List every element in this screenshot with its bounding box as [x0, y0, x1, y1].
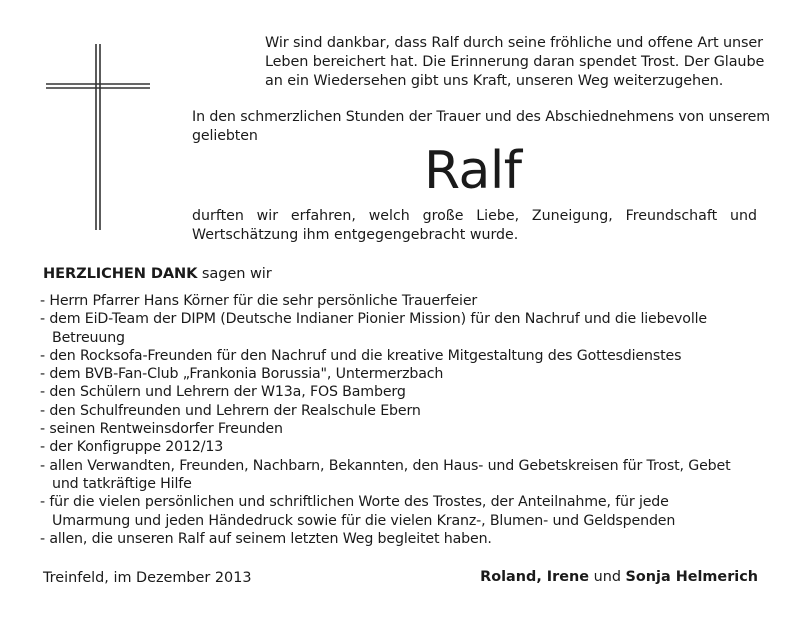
after-text — [192, 207, 757, 245]
list-item — [40, 493, 785, 530]
after-line: durften wir erfahren, welch große Liebe, Zuneigung, Freundschaft und — [192, 208, 757, 224]
list-item-text: - Herrn Pfarrer Hans Körner für die sehr persönliche Trauerfeier — [40, 293, 478, 309]
signature-names-2: Sonja Helmerich — [625, 569, 758, 585]
intro-line: In den schmerzlichen Stunden der Trauer und des Abschiednehmens von unserem — [192, 109, 770, 125]
list-item-text: - für die vielen persönlichen und schriftlichen Worte des Trostes, der Anteilnahme, für jede — [40, 494, 669, 511]
quote-line: an ein Wiedersehen gibt uns Kraft, unseren Weg weiterzugehen. — [265, 73, 724, 89]
list-item-text: - den Rocksofa-Freunden für den Nachruf und die kreative Mitgestaltung des Gottesdienstes — [40, 347, 682, 364]
list-item-text: - seinen Rentweinsdorfer Freunden — [40, 421, 283, 438]
list-item-text: - der Konfigruppe 2012/13 — [40, 439, 224, 456]
list-item — [40, 420, 785, 438]
list-item-continuation: Betreuung — [52, 329, 125, 346]
after-line: Wertschätzung ihm entgegengebracht wurde. — [192, 227, 519, 243]
place-date: Treinfeld, im Dezember 2013 — [43, 570, 252, 586]
list-item-text: - den Schulfreunden und Lehrern der Realschule Ebern — [40, 402, 421, 419]
opening-quote — [265, 34, 775, 91]
list-item-continuation: Umarmung und jeden Händedruck sowie für die vielen Kranz-, Blumen- und Geldspenden — [52, 512, 676, 529]
thanks-heading-rest: sagen wir — [197, 265, 272, 282]
list-item-text: - dem EiD-Team der DIPM (Deutsche Indianer Pionier Mission) für den Nachruf und die liebevolle — [40, 311, 707, 328]
list-item — [40, 292, 785, 310]
list-item — [40, 457, 785, 494]
deceased-name: Ralf — [424, 141, 522, 201]
list-item — [40, 530, 785, 548]
thanks-heading — [43, 264, 783, 284]
signature-joiner: und — [589, 569, 626, 585]
list-item — [40, 347, 785, 365]
thanks-list — [40, 292, 785, 548]
list-item-text: - den Schülern und Lehrern der W13a, FOS Bamberg — [40, 384, 406, 401]
signature — [480, 567, 758, 587]
cross-icon — [46, 44, 150, 230]
list-item — [40, 383, 785, 401]
quote-line: Wir sind dankbar, dass Ralf durch seine fröhliche und offene Art unser — [265, 35, 763, 51]
intro-line: geliebten — [192, 128, 258, 144]
list-item-text: - dem BVB-Fan-Club „Frankonia Borussia", Untermerzbach — [40, 366, 444, 383]
list-item-continuation: und tatkräftige Hilfe — [52, 475, 192, 492]
quote-line: Leben bereichert hat. Die Erinnerung daran spendet Trost. Der Glaube — [265, 54, 765, 70]
list-item-text: - allen Verwandten, Freunden, Nachbarn, Bekannten, den Haus- und Gebetskreisen für Trost, Gebet — [40, 457, 731, 474]
thanks-heading-bold: HERZLICHEN DANK — [43, 265, 198, 282]
list-item — [40, 365, 785, 383]
list-item — [40, 438, 785, 456]
list-item-text: - allen, die unseren Ralf auf seinem letzten Weg begleitet haben. — [40, 530, 492, 547]
list-item — [40, 402, 785, 420]
signature-names-1: Roland, Irene — [480, 569, 590, 585]
list-item — [40, 310, 785, 347]
